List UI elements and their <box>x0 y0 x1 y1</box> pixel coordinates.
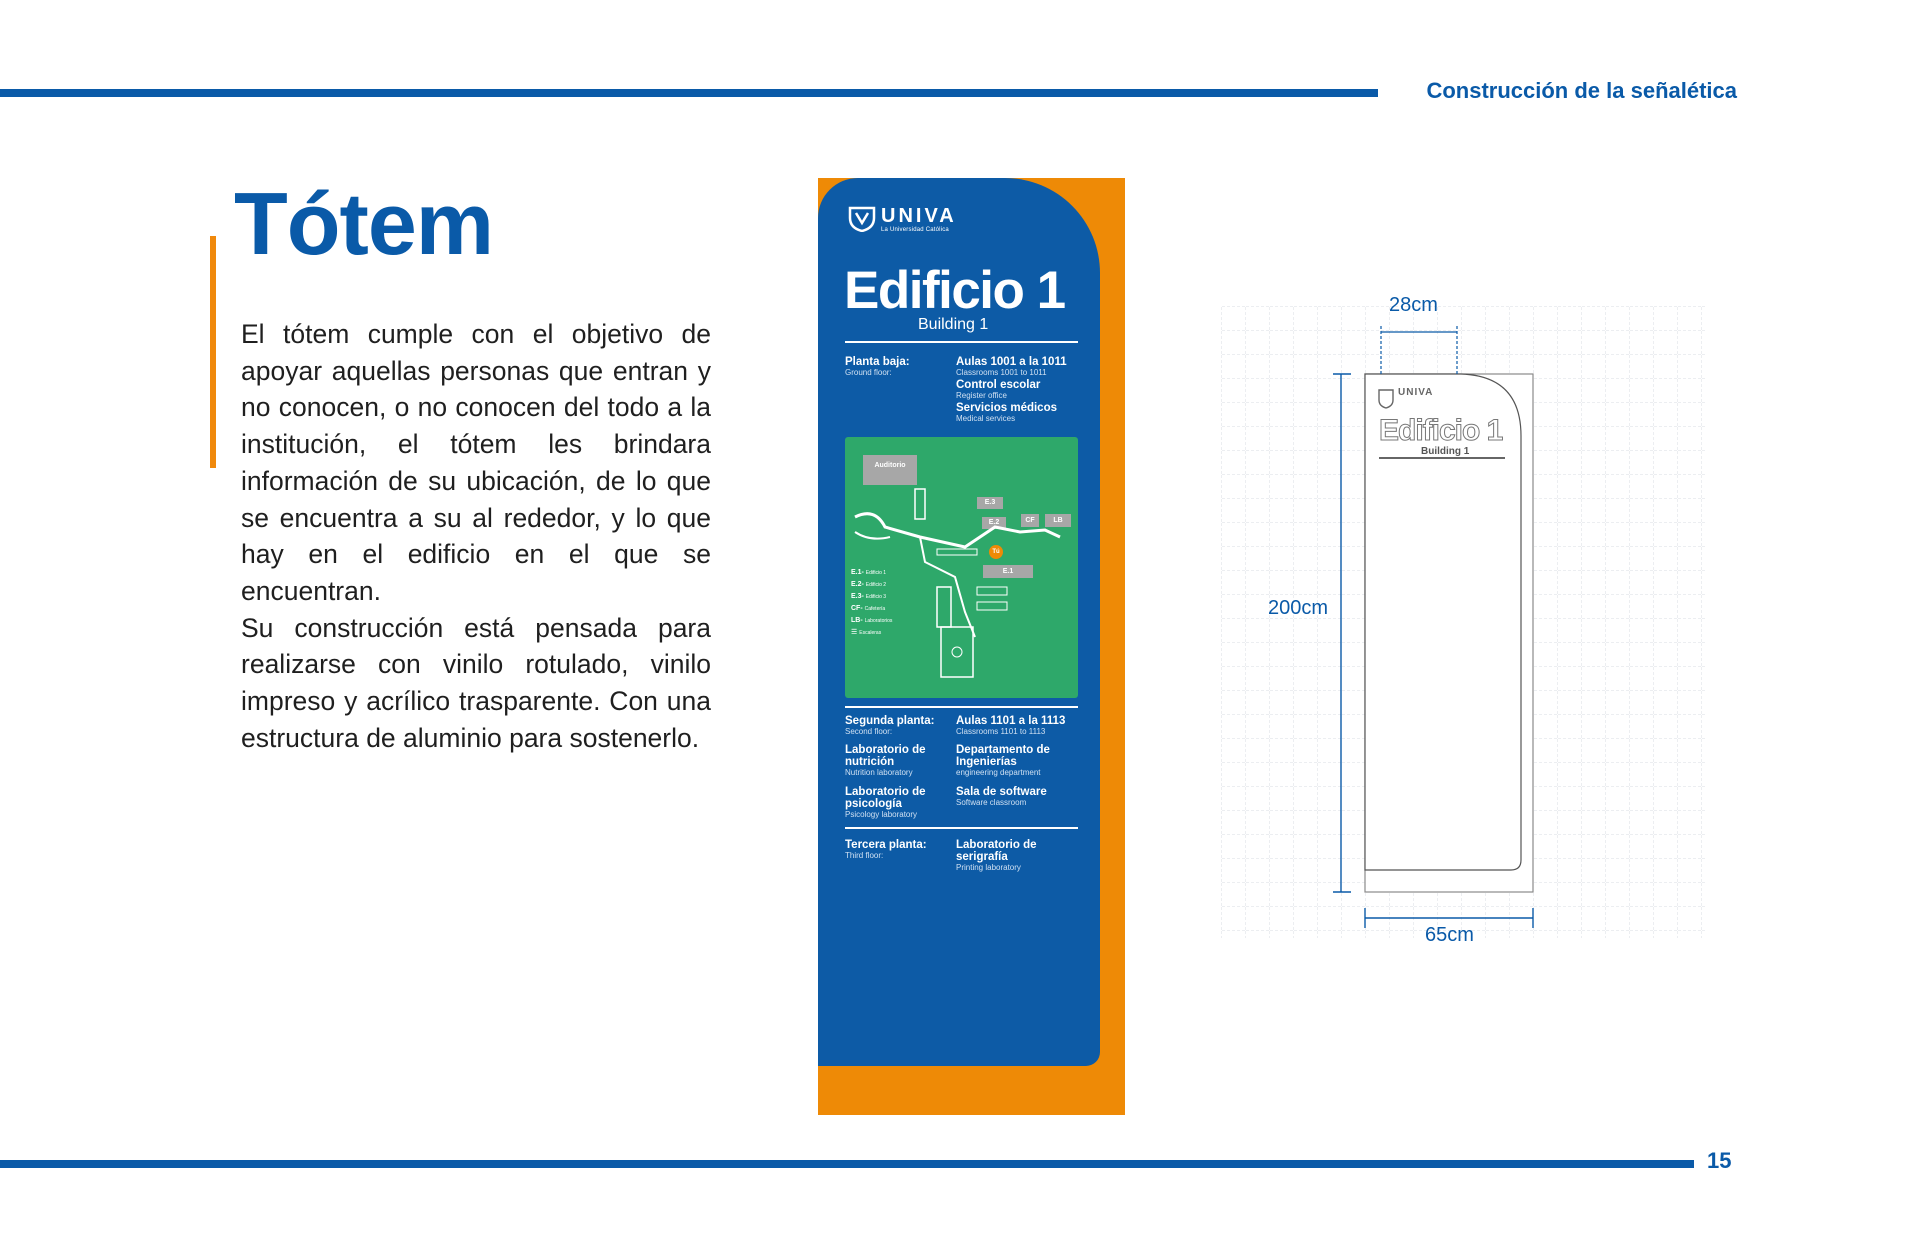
map-building: E.2 <box>982 517 1006 529</box>
second-floor-item: Laboratorio de psicología Psicology laboratory <box>845 786 926 819</box>
second-floor-item: Laboratorio de nutrición Nutrition laboratory <box>845 744 926 777</box>
univa-shield-icon <box>848 206 876 232</box>
map-building: E.1 <box>983 565 1033 578</box>
map-legend-item: ☰ Escaleras <box>851 629 882 636</box>
ground-floor-item: Control escolar Register office <box>956 379 1041 400</box>
univa-logo <box>848 206 957 234</box>
map-building: LB <box>1045 514 1071 527</box>
section-title: Construcción de la señalética <box>1426 78 1737 103</box>
map-legend-item: E.3- Edificio 3 <box>851 593 887 600</box>
second-floor-item: Sala de software Software classroom <box>956 786 1047 807</box>
top-divider <box>0 89 1378 97</box>
dimension-label-height: 200cm <box>1268 597 1329 619</box>
drawing-wordmark: UNIVA <box>1398 387 1434 398</box>
totem-divider <box>845 706 1078 708</box>
map-legend-item: E.1- Edificio 1 <box>851 569 887 576</box>
totem-subtitle: Building 1 <box>918 316 989 333</box>
you-are-here-marker: Tú <box>989 545 1003 559</box>
ground-floor-item: Servicios médicos Medical services <box>956 402 1057 423</box>
page-number: 15 <box>1707 1148 1732 1173</box>
map-building: E.3 <box>977 497 1003 509</box>
ground-floor-item: Aulas 1001 a la 1011 Classrooms 1001 to 1011 <box>956 356 1067 377</box>
drawing-title: Edificio 1 <box>1379 414 1503 447</box>
totem-title: Edificio 1 <box>844 261 1065 320</box>
body-paragraph-1: El tótem cumple con el objetivo de apoyar aquellas personas que entran y no conocen, o no conocen del todo a la institución, el tótem les brindara información de su ubicación, de lo que se encuentra a su al rededor, y lo que hay en el edificio en el que se encuentran. <box>241 319 711 606</box>
drawing-subtitle: Building 1 <box>1421 446 1470 457</box>
third-floor-item: Laboratorio de serigrafía Printing laboratory <box>956 839 1037 872</box>
map-legend-item: E.2- Edificio 2 <box>851 581 887 588</box>
totem-divider <box>845 827 1078 829</box>
dimension-drawing <box>1221 306 1705 938</box>
dimension-label-top: 28cm <box>1389 294 1438 316</box>
map-legend-item: LB- Laboratorios <box>851 617 893 624</box>
logo-wordmark: UNIVA <box>881 205 957 227</box>
bottom-divider <box>0 1160 1694 1168</box>
map-building-auditorio: Auditorio <box>863 455 917 485</box>
body-text <box>241 316 711 756</box>
campus-map <box>845 437 1078 698</box>
second-floor-item: Aulas 1101 a la 1113 Classrooms 1101 to 1113 <box>956 715 1066 736</box>
map-legend-item: CF- Cafetería <box>851 605 886 612</box>
map-legend <box>851 567 892 639</box>
page-heading: Tótem <box>234 174 493 273</box>
map-building: CF <box>1021 514 1039 527</box>
third-floor-label: Tercera planta: Third floor: <box>845 839 927 860</box>
dimension-label-bottom: 65cm <box>1425 924 1474 946</box>
second-floor-label: Segunda planta: Second floor: <box>845 715 935 736</box>
ground-floor-label: Planta baja: Ground floor: <box>845 356 910 377</box>
second-floor-item: Departamento de Ingenierías engineering department <box>956 744 1050 777</box>
totem-divider <box>845 341 1078 343</box>
technical-drawing <box>1221 294 1705 946</box>
accent-bar <box>210 236 216 468</box>
body-paragraph-2: Su construcción está pensada para realizarse con vinilo rotulado, vinilo impreso y acrílico trasparente. Con una estructura de aluminio para sostenerlo. <box>241 612 711 753</box>
totem-panel <box>818 178 1100 1066</box>
stairs-icon: ☰ <box>851 629 858 636</box>
logo-tagline: La Universidad Católica <box>881 227 949 233</box>
